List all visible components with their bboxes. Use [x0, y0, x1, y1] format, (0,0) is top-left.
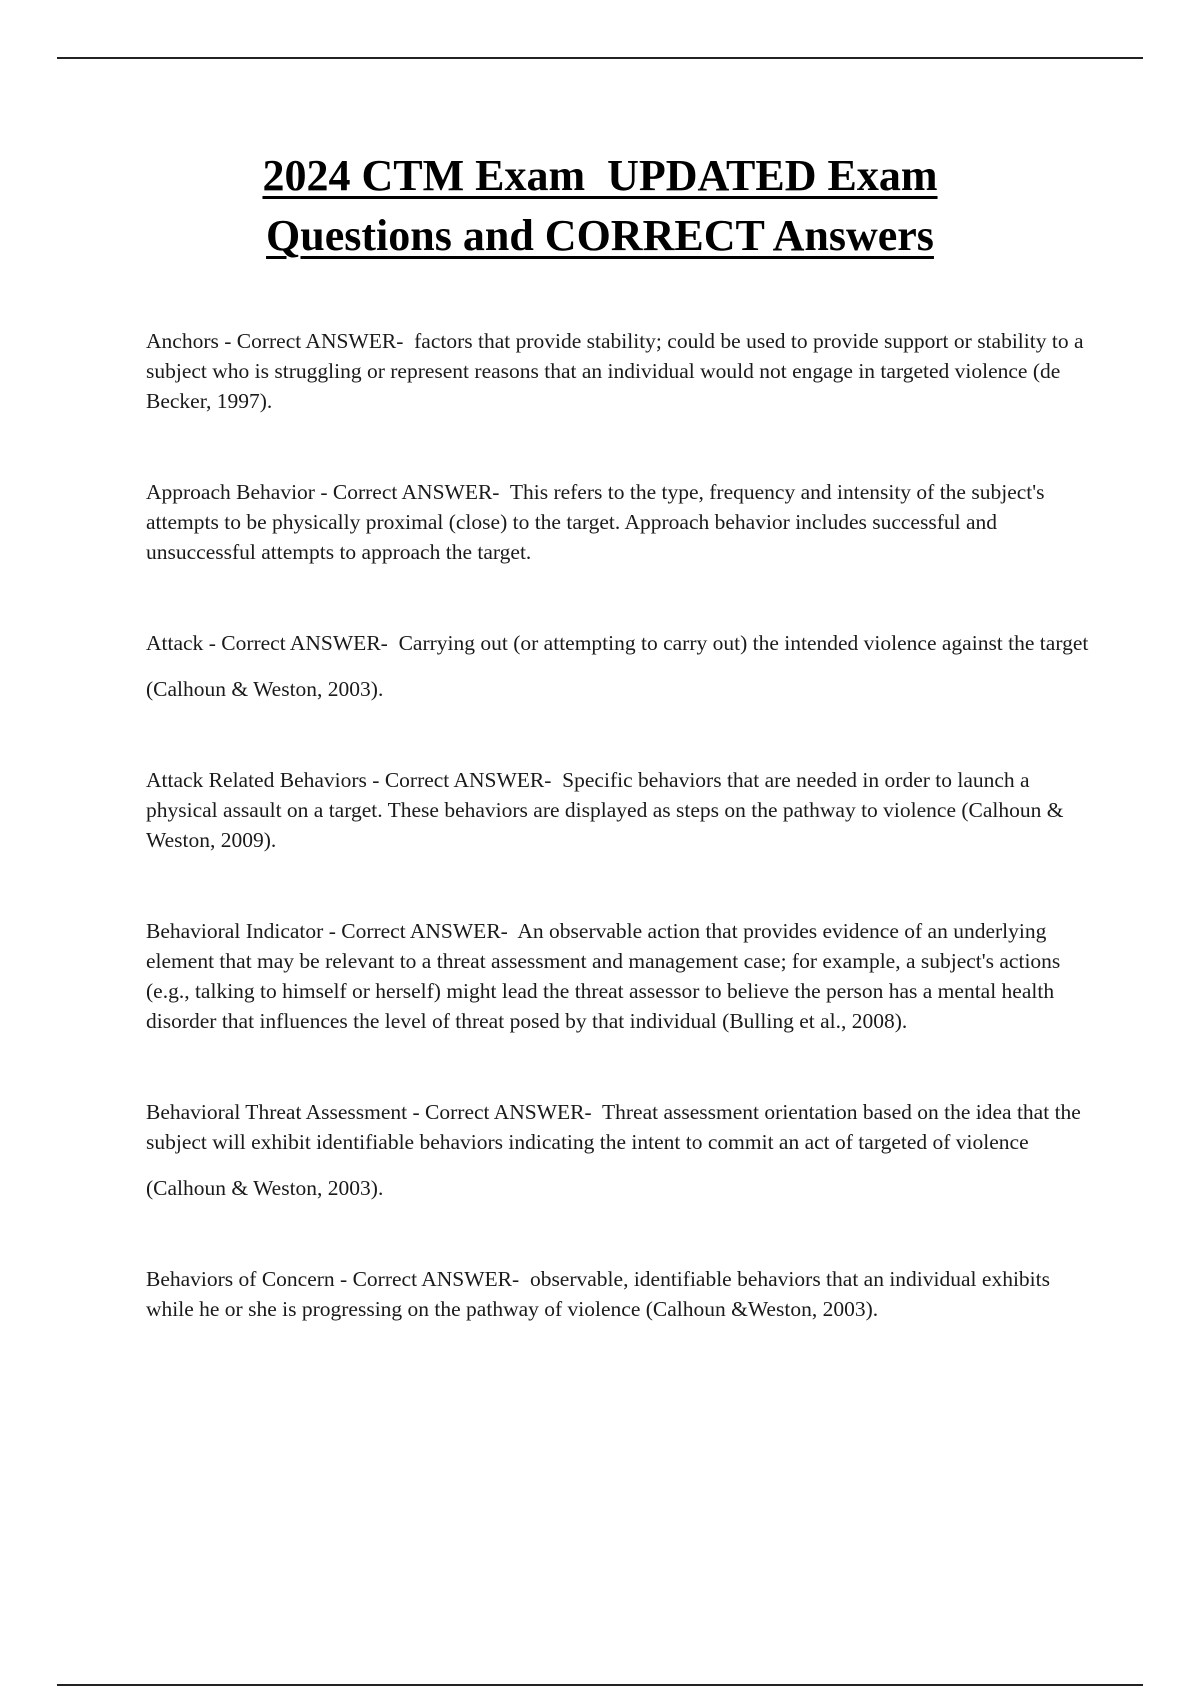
entry-definition: This refers to the type, frequency and intensity of the subject's attempts to be physically proximal (close) to the target. Approach behavior includes successful and unsuccessful attempts to approach the target.: [146, 480, 1045, 564]
entry-text: [146, 628, 1091, 658]
entry-text: [146, 1097, 1091, 1157]
entry-definition: observable, identifiable behaviors that an individual exhibits while he or she is progressing on the pathway of violence (Calhoun &Weston, 2003).: [146, 1267, 1050, 1321]
entry-definition: An observable action that provides evidence of an underlying element that may be relevant to a threat assessment and management case; for example, a subject's actions (e.g., talking to himself or herself) might lead the threat assessor to believe the person has a mental health disorder that influences the level of threat posed by that individual (Bulling et al., 2008).: [146, 919, 1061, 1033]
entry-term: Behavioral Threat Assessment: [146, 1100, 408, 1124]
page-title: [0, 146, 1200, 266]
glossary-entry: [146, 1264, 1091, 1324]
bottom-rule: [57, 1684, 1143, 1686]
glossary-entry: [146, 326, 1091, 416]
entry-citation: (Calhoun & Weston, 2003).: [146, 677, 384, 701]
glossary-entry: [146, 916, 1091, 1036]
entry-definition: factors that provide stability; could be used to provide support or stability to a subject who is struggling or represent reasons that an individual would not engage in targeted violence (de Becker, 1997).: [146, 329, 1084, 413]
entry-text: [146, 916, 1091, 1036]
glossary-entry: [146, 765, 1091, 855]
glossary-entries: [146, 326, 1091, 1385]
entry-term: Attack: [146, 631, 204, 655]
entry-separator: - Correct ANSWER-: [407, 1100, 603, 1124]
entry-separator: - Correct ANSWER-: [203, 631, 399, 655]
entry-text: [146, 765, 1091, 855]
entry-term: Behavioral Indicator: [146, 919, 324, 943]
entry-text: [146, 1264, 1091, 1324]
glossary-entry: [146, 628, 1091, 704]
glossary-entry: [146, 477, 1091, 567]
glossary-entry: [146, 1097, 1091, 1203]
entry-text: [146, 477, 1091, 567]
entry-separator: - Correct ANSWER-: [334, 1267, 530, 1291]
entry-separator: - Correct ANSWER-: [323, 919, 518, 943]
entry-citation: (Calhoun & Weston, 2003).: [146, 1176, 384, 1200]
entry-definition: Specific behaviors that are needed in order to launch a physical assault on a target. These behaviors are displayed as steps on the pathway to violence (Calhoun & Weston, 2009).: [146, 768, 1064, 852]
entry-definition: Carrying out (or attempting to carry out) the intended violence against the target: [398, 631, 1089, 655]
top-rule: [57, 57, 1143, 59]
entry-separator: - Correct ANSWER-: [218, 329, 415, 353]
entry-separator: - Correct ANSWER-: [366, 768, 563, 792]
entry-text: [146, 326, 1091, 416]
title-line-2: Questions and CORRECT Answers: [266, 211, 934, 260]
entry-definition: Threat assessment orientation based on the idea that the subject will exhibit identifiable behaviors indicating the intent to commit an act of targeted of violence: [146, 1100, 1081, 1154]
entry-term: Behaviors of Concern: [146, 1267, 335, 1291]
entry-separator: - Correct ANSWER-: [314, 480, 510, 504]
entry-term: Approach Behavior: [146, 480, 315, 504]
title-line-1: 2024 CTM Exam UPDATED Exam: [262, 151, 938, 200]
entry-term: Attack Related Behaviors: [146, 768, 367, 792]
entry-term: Anchors: [146, 329, 219, 353]
